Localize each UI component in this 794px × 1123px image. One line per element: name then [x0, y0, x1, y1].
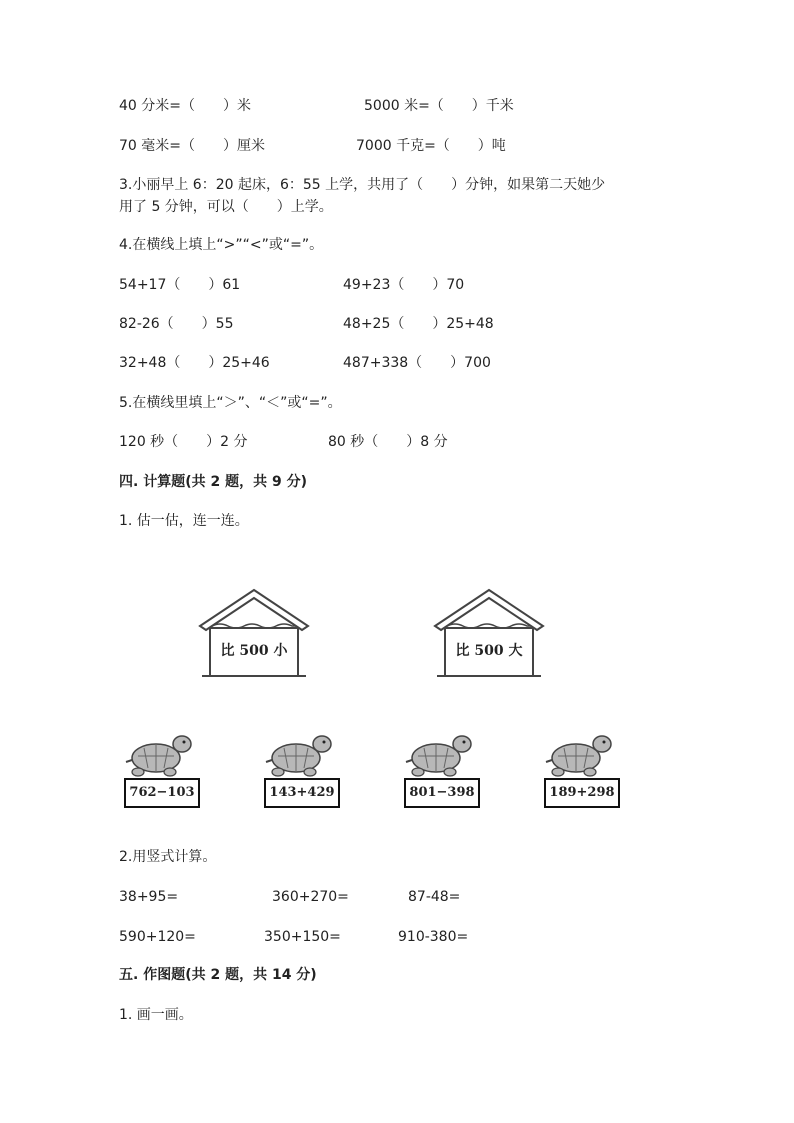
- q4-row1-left: 54+17（ ）61: [119, 277, 241, 293]
- q4-row3-right: 487+338（ ）700: [343, 355, 491, 371]
- expression-box: 762−103: [124, 778, 200, 808]
- calc-row1-c: 87-48=: [408, 889, 461, 905]
- q4-title: 4.在横线上填上“>”“<”或“=”。: [119, 237, 324, 253]
- q5-left: 120 秒（ ）2 分: [119, 434, 248, 450]
- turtle-card-1: [122, 722, 202, 808]
- section4-heading: 四. 计算题(共 2 题，共 9 分): [119, 474, 307, 490]
- house-greater-than-500: [433, 588, 545, 680]
- expression-box: 189+298: [544, 778, 620, 808]
- house-less-than-500: [198, 588, 310, 680]
- turtle-card-4: [542, 722, 622, 808]
- house-icon: [198, 588, 310, 680]
- q2-line1-left: 40 分米=（ ）米: [119, 98, 251, 114]
- turtle-card-2: [262, 722, 342, 808]
- q4-row3-left: 32+48（ ）25+46: [119, 355, 270, 371]
- q4-row1-right: 49+23（ ）70: [343, 277, 465, 293]
- q3-line2: 用了 5 分钟，可以（ ）上学。: [119, 199, 333, 215]
- q5-title: 5.在横线里填上“＞”、“＜”或“=”。: [119, 395, 342, 411]
- q2-line1-right: 5000 米=（ ）千米: [364, 98, 514, 114]
- house-label: 比 500 大: [455, 643, 523, 659]
- turtle-icon: [262, 722, 342, 782]
- expression-box: 801−398: [404, 778, 480, 808]
- q4-row2-left: 82-26（ ）55: [119, 316, 234, 332]
- house-icon: [433, 588, 545, 680]
- q2-line2-left: 70 毫米=（ ）厘米: [119, 138, 265, 154]
- turtle-card-3: [402, 722, 482, 808]
- calc-row2-b: 350+150=: [264, 929, 341, 945]
- calc-row1-a: 38+95=: [119, 889, 179, 905]
- q3-line1: 3.小丽早上 6：20 起床，6：55 上学，共用了（ ）分钟，如果第二天她少: [119, 177, 606, 193]
- expression-box: 143+429: [264, 778, 340, 808]
- turtle-icon: [402, 722, 482, 782]
- q4-row2-right: 48+25（ ）25+48: [343, 316, 494, 332]
- q2-line2-right: 7000 千克=（ ）吨: [356, 138, 506, 154]
- turtle-icon: [542, 722, 622, 782]
- q5-right: 80 秒（ ）8 分: [328, 434, 448, 450]
- calc-row2-a: 590+120=: [119, 929, 196, 945]
- section5-q1-title: 1. 画一画。: [119, 1007, 193, 1023]
- section5-heading: 五. 作图题(共 2 题，共 14 分): [119, 967, 317, 983]
- house-label: 比 500 小: [220, 643, 288, 659]
- calc-row2-c: 910-380=: [398, 929, 469, 945]
- calc-row1-b: 360+270=: [272, 889, 349, 905]
- turtle-icon: [122, 722, 202, 782]
- section4-q2-title: 2.用竖式计算。: [119, 849, 217, 865]
- section4-q1-title: 1. 估一估，连一连。: [119, 513, 249, 529]
